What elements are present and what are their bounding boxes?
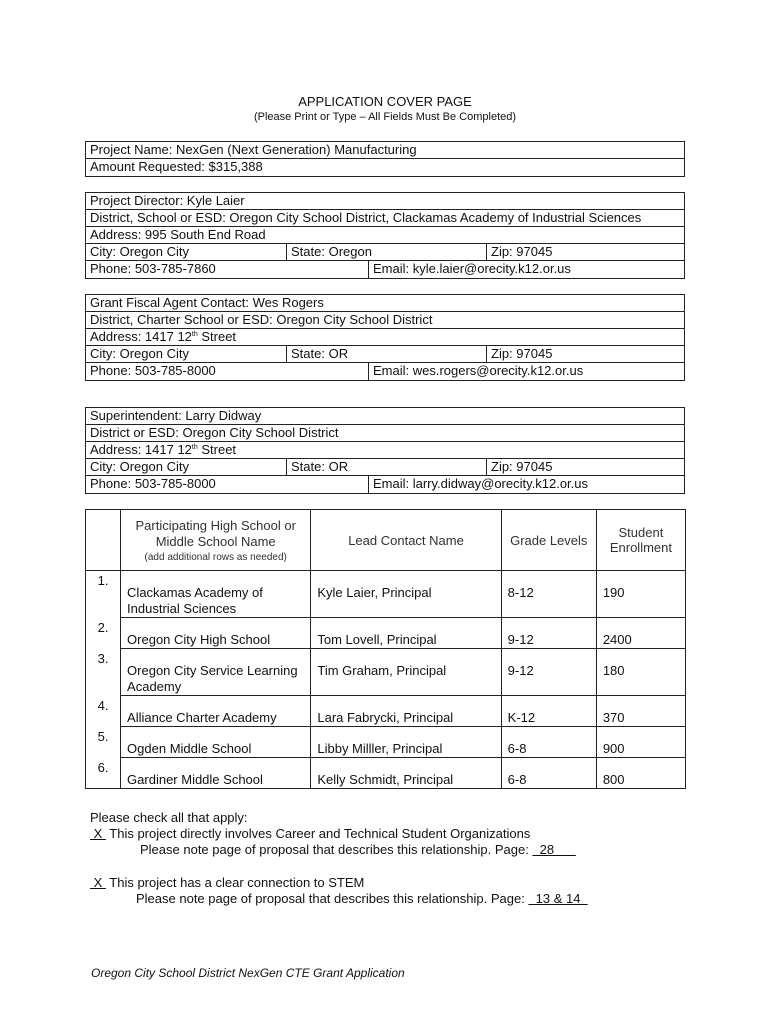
stem-page-note: Please note page of proposal that describes this relationship. Page: 13 & 14 bbox=[136, 891, 588, 906]
superintendent-box bbox=[85, 407, 685, 494]
row-number: 5. bbox=[86, 727, 121, 758]
checklist-item-stem bbox=[90, 875, 588, 891]
school-name: Oregon City High School bbox=[121, 618, 311, 649]
table-row bbox=[86, 649, 686, 696]
superintendent-name: Superintendent: Larry Didway bbox=[90, 408, 262, 423]
row-number-header bbox=[86, 510, 121, 571]
checklist-intro: Please check all that apply: bbox=[90, 810, 248, 825]
fiscal-agent-email: Email: wes.rogers@orecity.k12.or.us bbox=[368, 363, 684, 380]
superintendent-zip: Zip: 97045 bbox=[486, 459, 684, 476]
row-number: 6. bbox=[86, 758, 121, 789]
fiscal-agent-city: City: Oregon City bbox=[90, 346, 189, 361]
lead-contact: Tim Graham, Principal bbox=[311, 649, 501, 696]
grades-header: Grade Levels bbox=[501, 510, 596, 571]
grade-levels: K-12 bbox=[501, 696, 596, 727]
grade-levels: 8-12 bbox=[501, 571, 596, 618]
lead-contact: Kelly Schmidt, Principal bbox=[311, 758, 501, 789]
grade-levels: 9-12 bbox=[501, 618, 596, 649]
school-name: Ogden Middle School bbox=[121, 727, 311, 758]
superintendent-city: City: Oregon City bbox=[90, 459, 189, 474]
table-row bbox=[86, 758, 686, 789]
student-enrollment: 370 bbox=[596, 696, 685, 727]
director-address: Address: 995 South End Road bbox=[90, 227, 266, 242]
enrollment-header: Student Enrollment bbox=[596, 510, 685, 571]
schools-table bbox=[85, 509, 686, 789]
ctso-label: This project directly involves Career and Technical Student Organizations bbox=[105, 826, 531, 841]
director-phone: Phone: 503-785-7860 bbox=[90, 261, 216, 276]
student-enrollment: 2400 bbox=[596, 618, 685, 649]
director-district: District, School or ESD: Oregon City School District, Clackamas Academy of Industrial Sciences bbox=[90, 210, 642, 225]
student-enrollment: 180 bbox=[596, 649, 685, 696]
fiscal-agent-address: Address: 1417 12th Street bbox=[90, 329, 237, 344]
checklist bbox=[90, 810, 588, 907]
table-row bbox=[86, 696, 686, 727]
school-name: Clackamas Academy of Industrial Sciences bbox=[121, 571, 311, 618]
director-state: State: Oregon bbox=[286, 244, 486, 261]
superintendent-state: State: OR bbox=[286, 459, 486, 476]
fiscal-agent-phone: Phone: 503-785-8000 bbox=[90, 363, 216, 378]
ctso-page-note: Please note page of proposal that describes this relationship. Page: 28 bbox=[140, 842, 576, 857]
superintendent-district: District or ESD: Oregon City School District bbox=[90, 425, 339, 440]
row-number: 3. bbox=[86, 649, 121, 696]
lead-contact: Lara Fabrycki, Principal bbox=[311, 696, 501, 727]
fiscal-agent-box bbox=[85, 294, 685, 381]
grade-levels: 9-12 bbox=[501, 649, 596, 696]
checkbox-stem[interactable]: X bbox=[90, 875, 106, 890]
row-number: 1. bbox=[86, 571, 121, 618]
ctso-page-field[interactable]: 28 bbox=[532, 842, 576, 857]
lead-contact: Kyle Laier, Principal bbox=[311, 571, 501, 618]
checklist-item-ctso bbox=[90, 826, 588, 842]
project-box bbox=[85, 141, 685, 177]
director-city: City: Oregon City bbox=[90, 244, 189, 259]
stem-page-field[interactable]: 13 & 14 bbox=[528, 891, 588, 906]
school-name: Oregon City Service Learning Academy bbox=[121, 649, 311, 696]
student-enrollment: 900 bbox=[596, 727, 685, 758]
lead-contact: Libby Milller, Principal bbox=[311, 727, 501, 758]
superintendent-email: Email: larry.didway@orecity.k12.or.us bbox=[368, 476, 684, 493]
page-footer: Oregon City School District NexGen CTE Grant Application bbox=[91, 966, 405, 980]
table-row bbox=[86, 727, 686, 758]
contact-header: Lead Contact Name bbox=[311, 510, 501, 571]
director-email: Email: kyle.laier@orecity.k12.or.us bbox=[368, 261, 684, 278]
student-enrollment: 800 bbox=[596, 758, 685, 789]
lead-contact: Tom Lovell, Principal bbox=[311, 618, 501, 649]
page-subtitle: (Please Print or Type – All Fields Must Be Completed) bbox=[253, 111, 517, 123]
student-enrollment: 190 bbox=[596, 571, 685, 618]
grade-levels: 6-8 bbox=[501, 758, 596, 789]
superintendent-phone: Phone: 503-785-8000 bbox=[90, 476, 216, 491]
page-title: APPLICATION COVER PAGE bbox=[298, 94, 472, 109]
row-number: 2. bbox=[86, 618, 121, 649]
checkbox-ctso[interactable]: X bbox=[90, 826, 106, 841]
director-box bbox=[85, 192, 685, 279]
table-row bbox=[86, 571, 686, 618]
amount-requested: Amount Requested: $315,388 bbox=[90, 159, 263, 174]
school-name: Gardiner Middle School bbox=[121, 758, 311, 789]
school-header: Participating High School or Middle School Name (add additional rows as needed) bbox=[121, 510, 311, 571]
fiscal-agent-district: District, Charter School or ESD: Oregon City School District bbox=[90, 312, 433, 327]
superintendent-address: Address: 1417 12th Street bbox=[90, 442, 237, 457]
grade-levels: 6-8 bbox=[501, 727, 596, 758]
project-name: Project Name: NexGen (Next Generation) Manufacturing bbox=[90, 142, 417, 157]
fiscal-agent-name: Grant Fiscal Agent Contact: Wes Rogers bbox=[90, 295, 324, 310]
school-name: Alliance Charter Academy bbox=[121, 696, 311, 727]
table-row bbox=[86, 618, 686, 649]
director-name: Project Director: Kyle Laier bbox=[90, 193, 245, 208]
stem-label: This project has a clear connection to STEM bbox=[105, 875, 365, 890]
fiscal-agent-zip: Zip: 97045 bbox=[486, 346, 684, 363]
row-number: 4. bbox=[86, 696, 121, 727]
fiscal-agent-state: State: OR bbox=[286, 346, 486, 363]
director-zip: Zip: 97045 bbox=[486, 244, 684, 261]
